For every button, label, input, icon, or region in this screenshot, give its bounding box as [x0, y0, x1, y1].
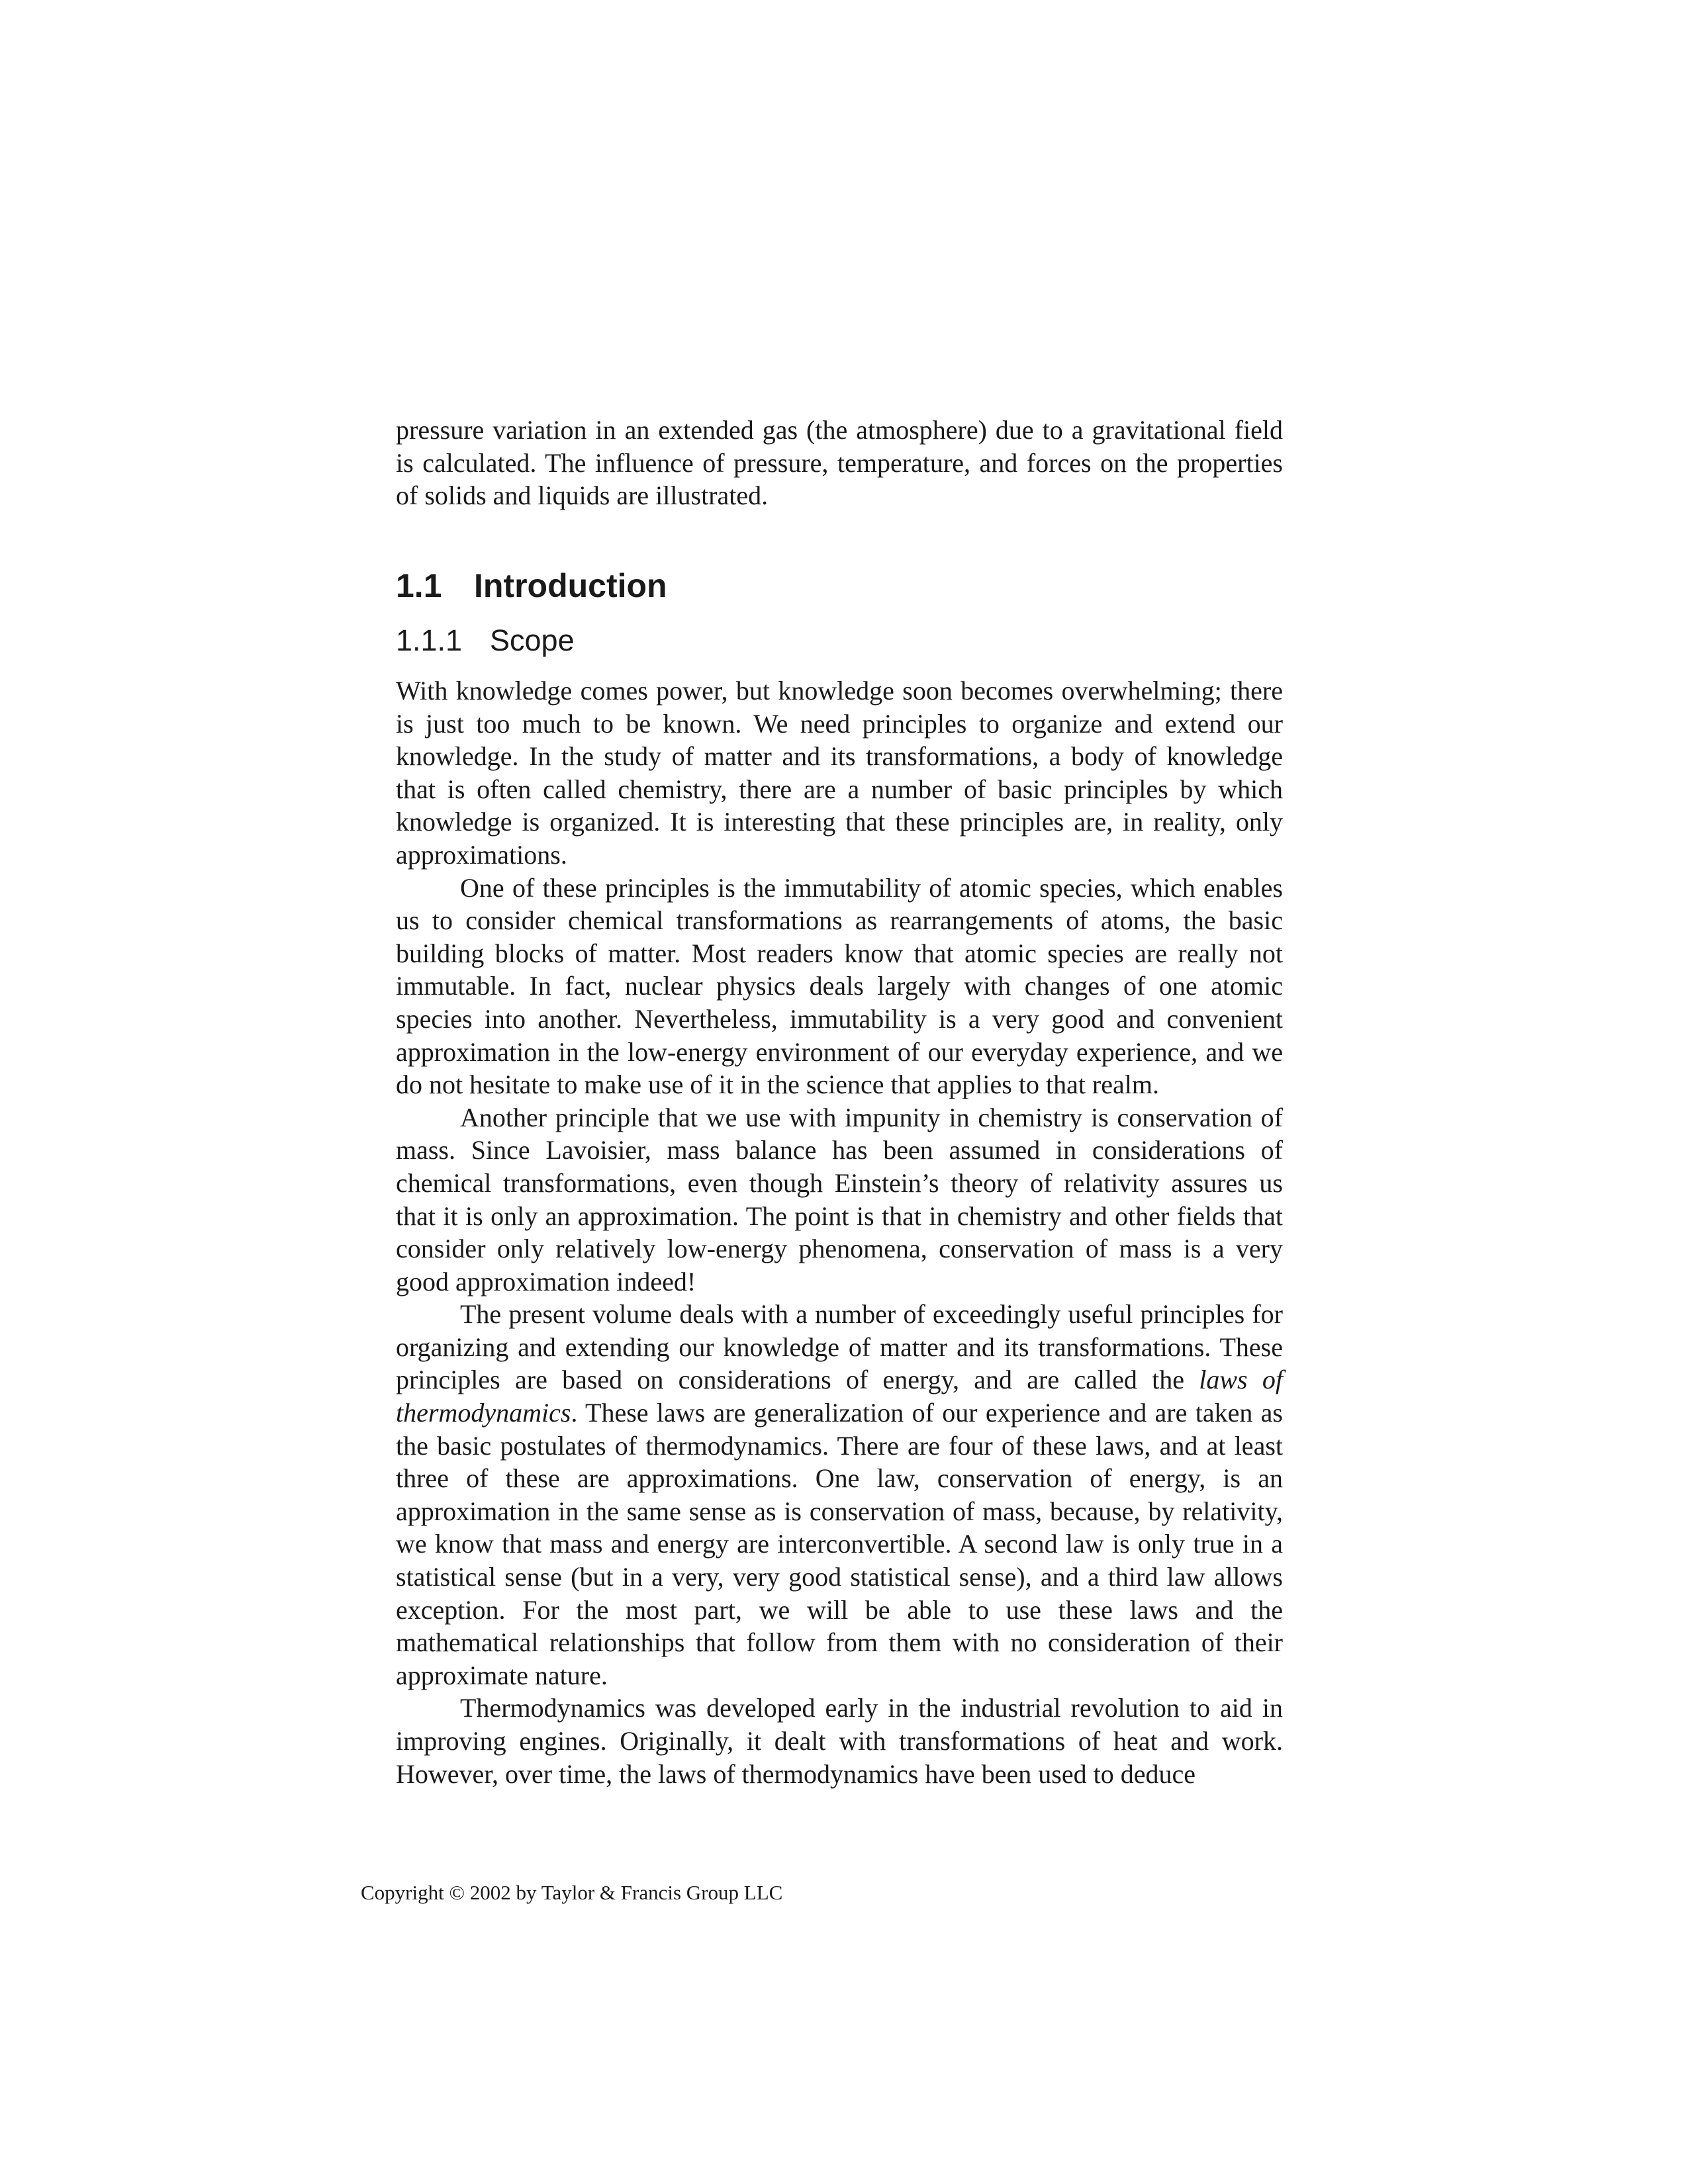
- section-heading: [396, 566, 667, 606]
- section-title: Introduction: [474, 567, 667, 604]
- paragraph-3: Another principle that we use with impunity in chemistry is conservation of mass. Since Lavoisier, mass balance has been assumed in considerations of chemical transformations, even though Einstein’s theory of relativity assures us that it is only an approximation. The point is that in chemistry and other fields that consider only relatively low-energy phenomena, conservation of mass is a very good approximation indeed!: [396, 1102, 1283, 1297]
- laws-of-thermodynamics-term: laws of thermodynamics: [396, 1365, 1283, 1428]
- paragraph-2: One of these principles is the immutability of atomic species, which enables us to consider chemical transformations as rearrangements of atoms, the basic building blocks of matter. Most readers know that atomic species are really not immutable. In fact, nuclear physics deals largely with changes of one atomic species into another. Nevertheless, immutability is a very good and convenient approximation in the low-energy environment of our everyday experience, and we do not hesitate to make use of it in the science that applies to that realm.: [396, 872, 1283, 1100]
- intro-paragraph-text: pressure variation in an extended gas (the atmosphere) due to a gravitational field is calculated. The influence of pressure, temperature, and forces on the properties of solids and liquids are illustrated.: [396, 415, 1283, 511]
- body-text: [396, 674, 1283, 1790]
- paragraph-1: With knowledge comes power, but knowledge soon becomes overwhelming; there is just too much to be known. We need principles to organize and extend our knowledge. In the study of matter and its transformations, a body of knowledge that is often called chemistry, there are a number of basic principles by which knowledge is organized. It is interesting that these principles are, in reality, only approximations.: [396, 676, 1283, 870]
- paragraph-4-lead: The present volume deals with a number of exceedingly useful principles for organizing and extending our knowledge of matter and its transformations. These principles are based on considerations of energy, and are called the: [396, 1299, 1283, 1395]
- section-number: 1.1: [396, 567, 442, 604]
- paragraph-4: [396, 1298, 1283, 1692]
- subsection-number: 1.1.1: [396, 623, 463, 657]
- paragraph-4-rest: . These laws are generalization of our experience and are taken as the basic postulates of thermodynamics. There are four of these laws, and at least three of these are approximations. One law, conservation of energy, is an approximation in the same sense as is conservation of mass, because, by relativity, we know that mass and energy are interconvertible. A second law is only true in a statistical sense (but in a very, very good statistical sense), and a third law allows exception. For the most part, we will be able to use these laws and the mathematical relationships that follow from them with no consideration of their approximate nature.: [396, 1398, 1283, 1690]
- copyright-notice: Copyright © 2002 by Taylor & Francis Group LLC: [361, 1881, 783, 1904]
- subsection-title: Scope: [490, 623, 575, 657]
- intro-paragraph: [396, 414, 1283, 512]
- subsection-heading: [396, 623, 575, 659]
- paragraph-5: Thermodynamics was developed early in the industrial revolution to aid in improving engines. Originally, it dealt with transformations of heat and work. However, over time, the laws of thermodynamics have been used to deduce: [396, 1693, 1283, 1789]
